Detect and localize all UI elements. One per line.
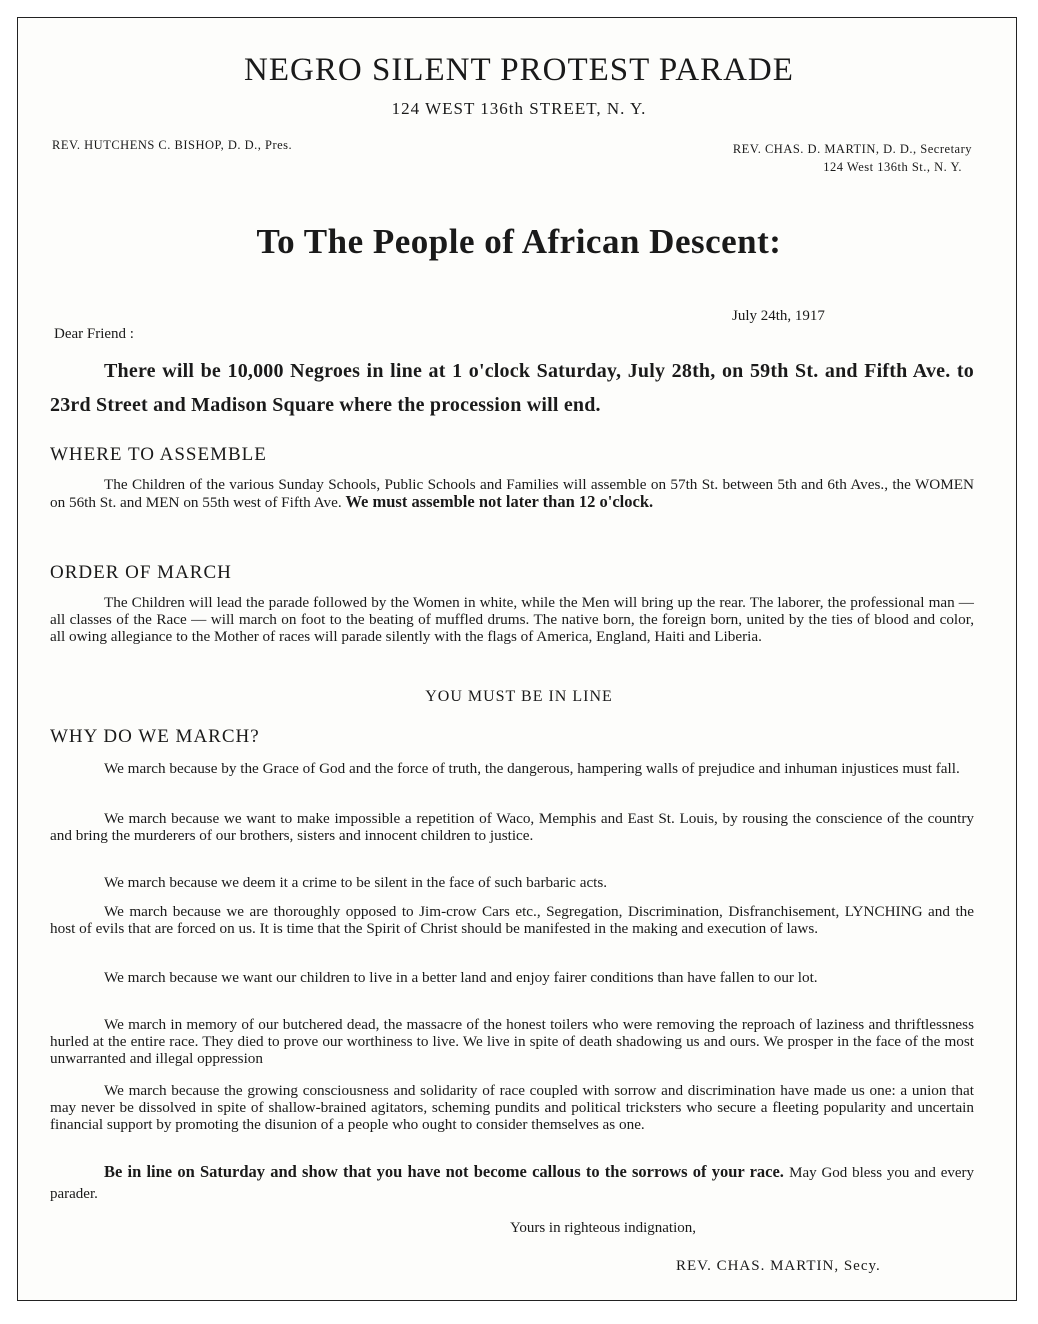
secretary-line: REV. CHAS. D. MARTIN, D. D., Secretary xyxy=(732,142,972,156)
valediction: Yours in righteous indignation, xyxy=(510,1220,696,1236)
why-paragraph-6: We march in memory of our butchered dead, the massacre of the honest toilers who were removing the reproach of laziness and thriftlessness hurled at the entire race. They died to prove our worthiness to live. We live in spite of death shadowing us and ours. We prosper in the face of the most unwarranted and illegal oppression xyxy=(50,1016,974,1067)
intro-paragraph: There will be 10,000 Negroes in line at 1 o'clock Saturday, July 28th, on 59th St. and Fifth Ave. to 23rd Street and Madison Square where the procession will end. xyxy=(50,360,974,416)
organization-title: NEGRO SILENT PROTEST PARADE xyxy=(244,52,794,88)
assemble-paragraph xyxy=(50,476,974,511)
closing-blessing: May God bless you and every parader. xyxy=(50,1165,975,1202)
must-be-in-line: YOU MUST BE IN LINE xyxy=(425,688,613,705)
closing-paragraph xyxy=(50,1162,974,1204)
assemble-text: The Children of the various Sunday Schools, Public Schools and Families will assemble on 57th St. between 5th and 6th Aves., the WOMEN on 56th St. and MEN on 55th west of Fifth Ave. xyxy=(50,476,974,511)
signature: REV. CHAS. MARTIN, Secy. xyxy=(676,1258,881,1274)
secretary-address: 124 West 136th St., N. Y. xyxy=(823,160,962,174)
heading-order-of-march: ORDER OF MARCH xyxy=(50,562,232,583)
secretary-block xyxy=(733,140,972,176)
heading-where-to-assemble: WHERE TO ASSEMBLE xyxy=(50,444,267,465)
order-paragraph: The Children will lead the parade followed by the Women in white, while the Men will bring up the rear. The laborer, the professional man — all classes of the Race — will march on foot to the beating of muffled drums. The native born, the foreign born, united by the ties of blood and color, all owing allegiance to the Mother of races will parade silently with the flags of America, England, Haiti and Liberia. xyxy=(50,594,974,645)
organization-address: 124 WEST 136th STREET, N. Y. xyxy=(391,99,647,118)
why-paragraph-7: We march because the growing consciousness and solidarity of race coupled with sorrow and discrimination have made us one: a union that may never be dissolved in spite of shallow-brained agitators, scheming pundits and political tricksters who secure a fleeting popularity and uncertain financial support by promoting the disunion of a people who ought to consider themselves as one. xyxy=(50,1082,974,1133)
why-paragraph-3: We march because we deem it a crime to be silent in the face of such barbaric acts. xyxy=(104,874,608,891)
assemble-emphasis: We must assemble not later than 12 o'clock. xyxy=(345,492,654,511)
why-paragraph-1: We march because by the Grace of God and the force of truth, the dangerous, hampering walls of prejudice and inhuman injustices must fall. xyxy=(104,760,960,777)
letter-date: July 24th, 1917 xyxy=(732,308,825,324)
president-line: REV. HUTCHENS C. BISHOP, D. D., Pres. xyxy=(52,138,293,152)
why-paragraph-2: We march because we want to make impossible a repetition of Waco, Memphis and East St. Louis, by rousing the conscience of the country and bring the murderers of our brothers, sisters and innocent children to justice. xyxy=(50,810,974,844)
why-paragraph-5: We march because we want our children to live in a better land and enjoy fairer conditions than have fallen to our lot. xyxy=(104,969,818,986)
closing-bold-text: Be in line on Saturday and show that you have not become callous to the sorrows of your race. xyxy=(104,1162,784,1181)
why-paragraph-4: We march because we are thoroughly opposed to Jim-crow Cars etc., Segregation, Discrimination, Disfranchisement, LYNCHING and the host of evils that are forced on us. It is time that the Spirit of Christ should be manifested in the making and execution of laws. xyxy=(50,903,974,937)
salutation-title: To The People of African Descent: xyxy=(256,222,782,261)
greeting: Dear Friend : xyxy=(54,326,134,342)
heading-why-do-we-march: WHY DO WE MARCH? xyxy=(50,726,260,747)
